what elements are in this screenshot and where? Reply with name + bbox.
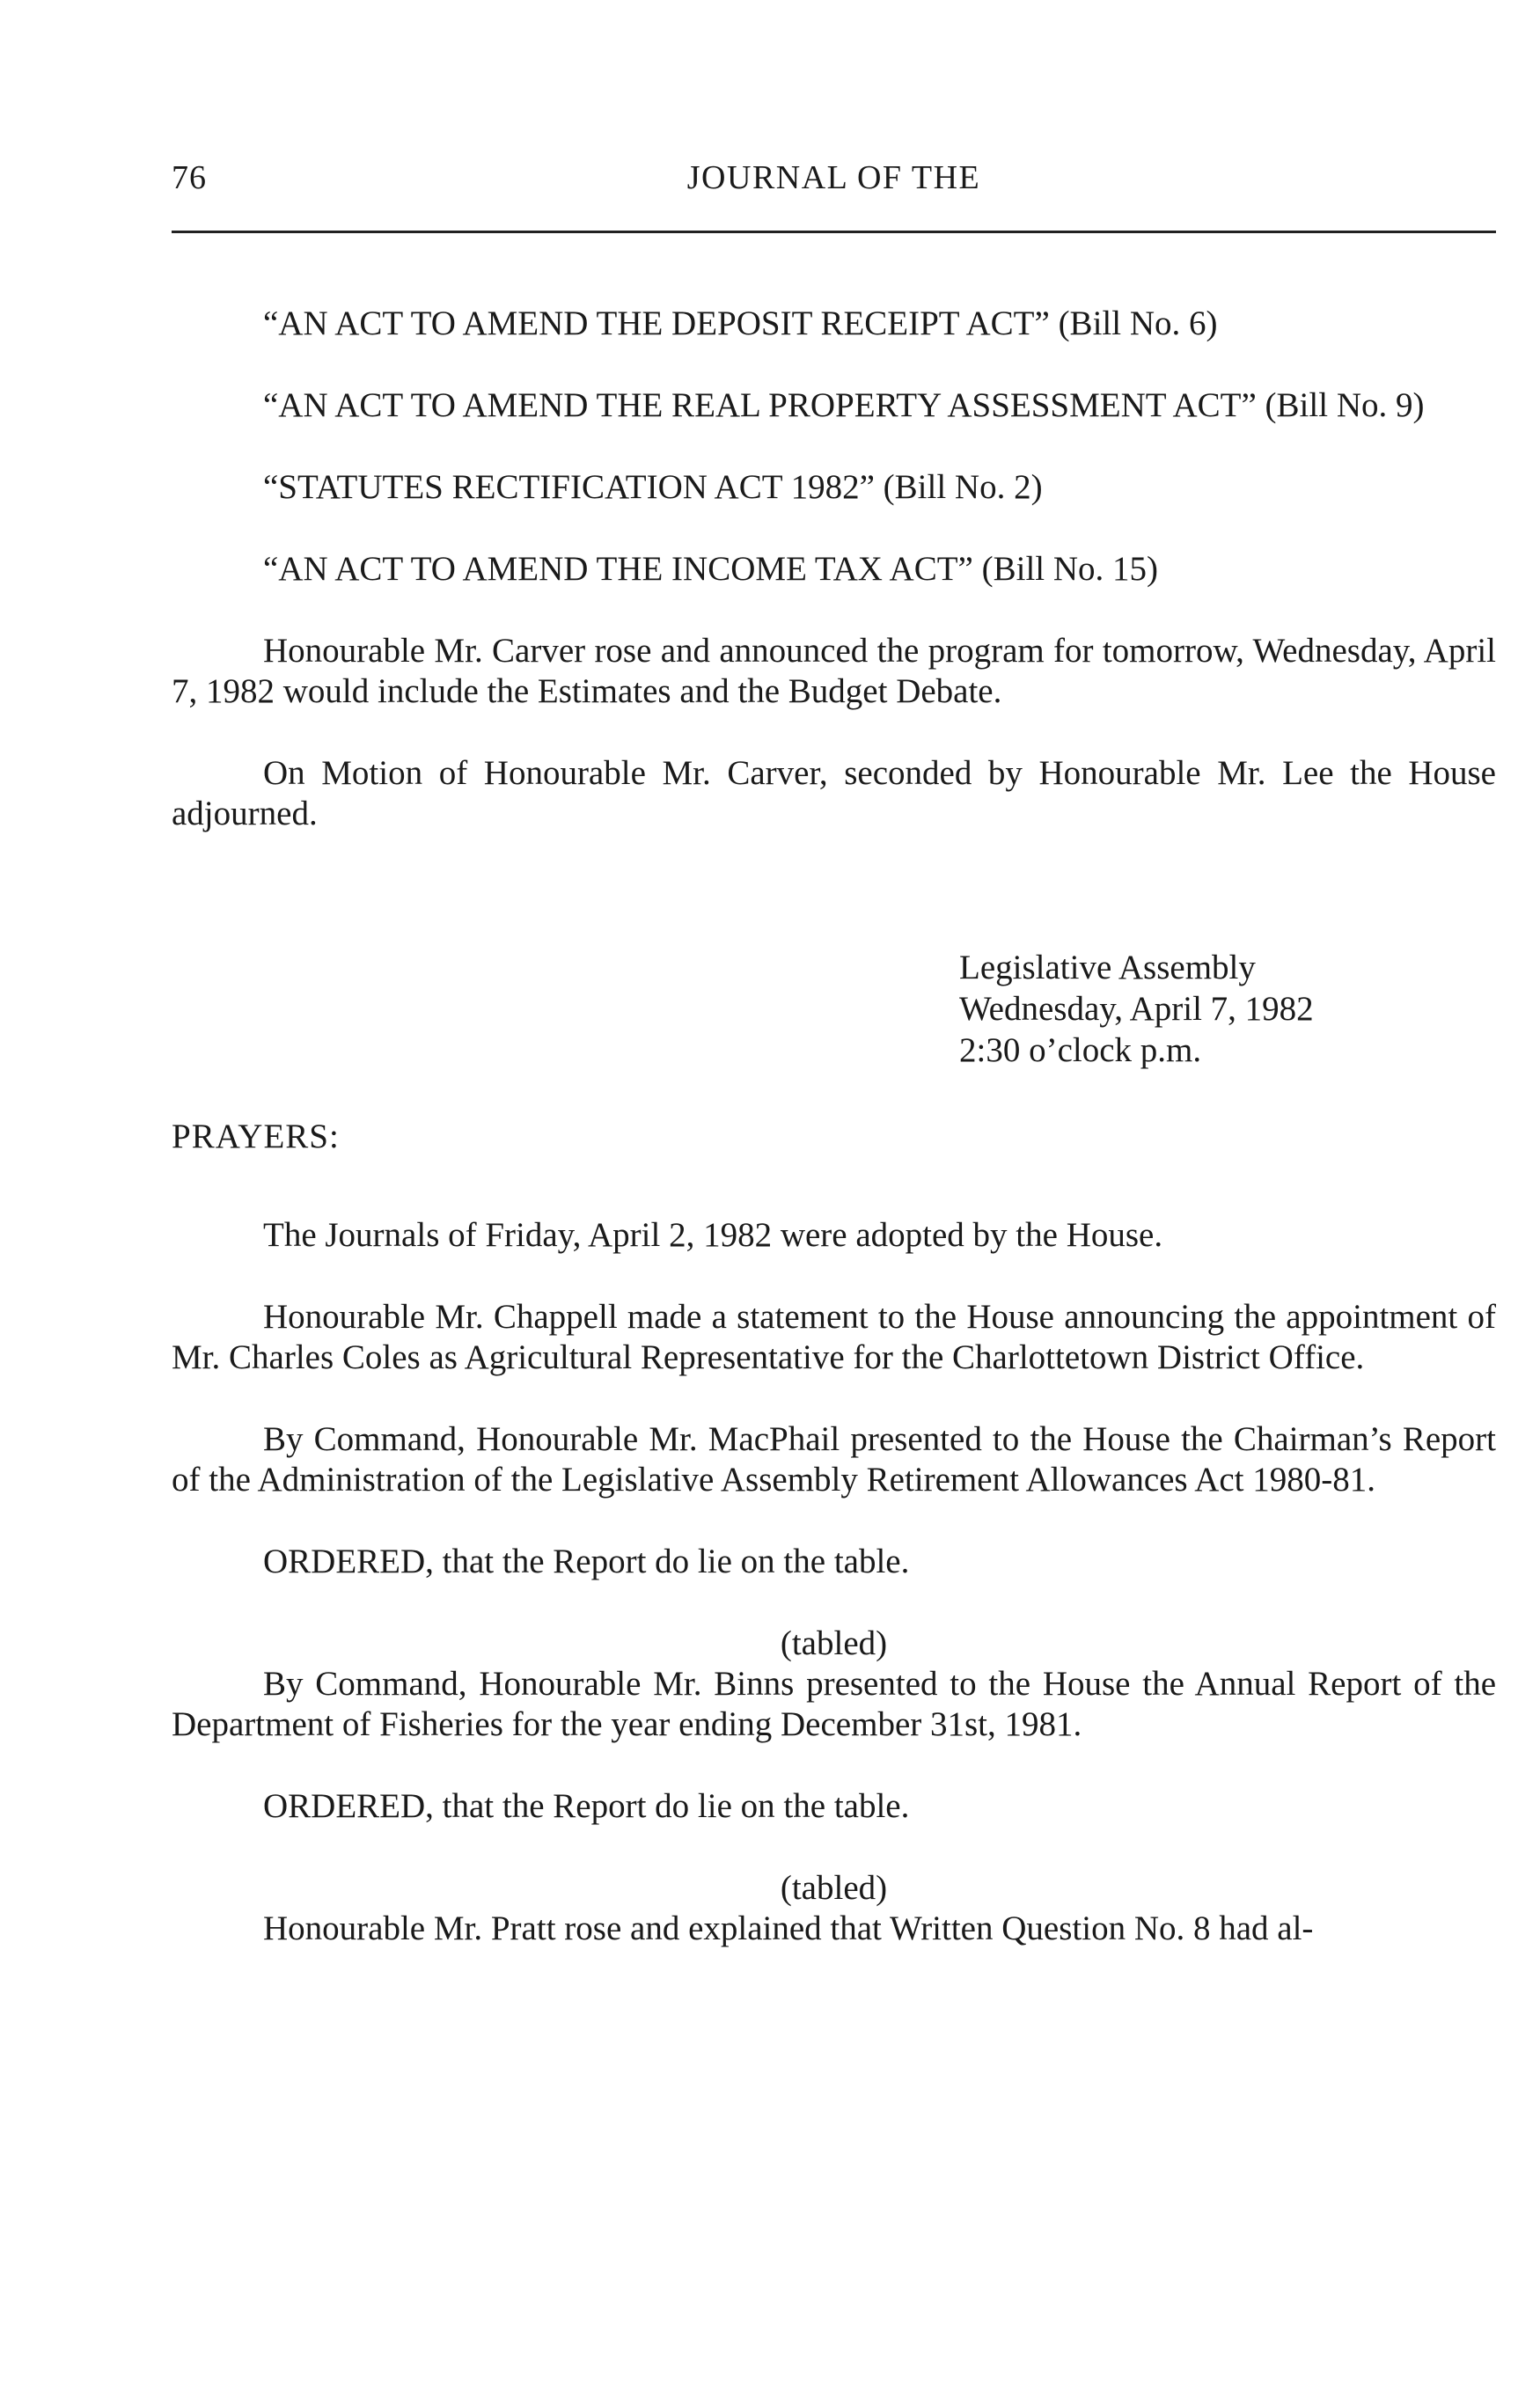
page-number: 76 xyxy=(172,159,207,196)
bill-entry: “STATUTES RECTIFICATION ACT 1982” (Bill No. 2) xyxy=(263,468,1043,506)
sitting-assembly: Legislative Assembly xyxy=(959,949,1256,986)
bill-entry: “AN ACT TO AMEND THE DEPOSIT RECEIPT ACT” (Bill No. 6) xyxy=(263,304,1218,342)
journals-adopted: The Journals of Friday, April 2, 1982 were adopted by the House. xyxy=(263,1216,1163,1254)
adjournment-motion: On Motion of Honourable Mr. Carver, seconded by Honourable Mr. Lee the House adjourned. xyxy=(172,754,1496,832)
tabled-note: (tabled) xyxy=(780,1869,888,1907)
sitting-heading xyxy=(172,947,1496,1071)
page-header xyxy=(172,158,1496,211)
bill-entry: “AN ACT TO AMEND THE INCOME TAX ACT” (Bill No. 15) xyxy=(263,550,1159,588)
bill-entry: “AN ACT TO AMEND THE REAL PROPERTY ASSESSMENT ACT” (Bill No. 9) xyxy=(263,386,1425,424)
journal-body xyxy=(172,304,1496,1949)
sitting-date: Wednesday, April 7, 1982 xyxy=(959,990,1314,1028)
prayers-heading: PRAYERS: xyxy=(172,1118,340,1155)
header-rule xyxy=(172,231,1496,233)
running-head: JOURNAL OF THE xyxy=(686,159,981,196)
ordered-clause: ORDERED, that the Report do lie on the table. xyxy=(263,1543,910,1580)
ordered-clause: ORDERED, that the Report do lie on the table. xyxy=(263,1787,910,1825)
chappell-statement: Honourable Mr. Chappell made a statement to the House announcing the appointment of Mr. Charles Coles as Agricultural Representative for the Charlottetown District Office. xyxy=(172,1298,1496,1376)
tabled-note: (tabled) xyxy=(780,1624,888,1662)
pratt-statement: Honourable Mr. Pratt rose and explained that Written Question No. 8 had al- xyxy=(263,1909,1314,1947)
macphail-report: By Command, Honourable Mr. MacPhail presented to the House the Chairman’s Report of the Administration of the Legislative Assembly Retirement Allowances Act 1980-81. xyxy=(172,1420,1496,1499)
program-announcement: Honourable Mr. Carver rose and announced the program for tomorrow, Wednesday, April 7, 1982 would include the Estimates and the Budget Debate. xyxy=(172,632,1496,710)
sitting-time: 2:30 o’clock p.m. xyxy=(959,1031,1202,1069)
binns-report: By Command, Honourable Mr. Binns presented to the House the Annual Report of the Department of Fisheries for the year ending December 31st, 1981. xyxy=(172,1665,1496,1743)
